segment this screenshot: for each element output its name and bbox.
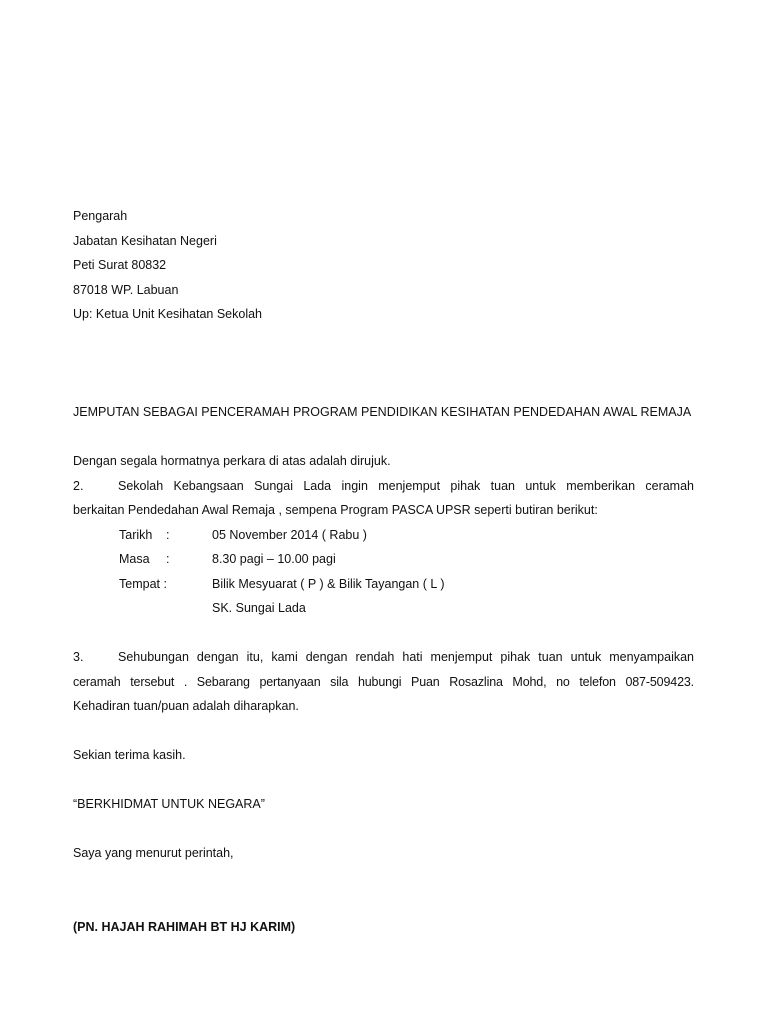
place-value-1: Bilik Mesyuarat ( P ) & Bilik Tayangan ( L ) [212,577,445,591]
address-line-1: Pengarah [73,209,128,223]
time-value: 8.30 pagi – 10.00 pagi [212,552,336,566]
address-line-3: Peti Surat 80832 [73,258,167,272]
signatory-name: (PN. HAJAH RAHIMAH BT HJ KARIM) [73,920,296,934]
paragraph-3-line-1 [73,649,694,665]
place-label: Tempat : [119,577,167,591]
address-line-4: 87018 WP. Labuan [73,283,179,297]
signoff-line: Saya yang menurut perintah, [73,846,234,860]
paragraph-2-number: 2. [73,479,84,493]
paragraph-3-text-1: Sehubungan dengan itu, kami dengan rendah hati menjemput pihak tuan untuk menyampaikan [118,650,694,664]
date-colon: : [166,528,170,542]
paragraph-3-line-3: Kehadiran tuan/puan adalah diharapkan. [73,699,299,713]
paragraph-3-line-2: ceramah tersebut . Sebarang pertanyaan sila hubungi Puan Rosazlina Mohd, no telefon 087-509423. [73,675,694,689]
address-line-2: Jabatan Kesihatan Negeri [73,234,217,248]
date-label: Tarikh [119,528,153,542]
paragraph-2-text-1: Sekolah Kebangsaan Sungai Lada ingin menjemput pihak tuan untuk memberikan ceramah [118,479,694,493]
letter-subject: JEMPUTAN SEBAGAI PENCERAMAH PROGRAM PENDIDIKAN KESIHATAN PENDEDAHAN AWAL REMAJA [73,405,692,419]
paragraph-2-line-2: berkaitan Pendedahan Awal Remaja , sempena Program PASCA UPSR seperti butiran berikut: [73,503,598,517]
opening-line: Dengan segala hormatnya perkara di atas adalah dirujuk. [73,454,391,468]
closing-line: Sekian terima kasih. [73,748,186,762]
motto: “BERKHIDMAT UNTUK NEGARA” [73,797,265,811]
paragraph-2-line-1 [73,478,694,494]
date-value: 05 November 2014 ( Rabu ) [212,528,367,542]
time-colon: : [166,552,170,566]
attention-line: Up: Ketua Unit Kesihatan Sekolah [73,307,263,321]
time-label: Masa [119,552,150,566]
paragraph-3-number: 3. [73,650,84,664]
place-value-2: SK. Sungai Lada [212,601,306,615]
